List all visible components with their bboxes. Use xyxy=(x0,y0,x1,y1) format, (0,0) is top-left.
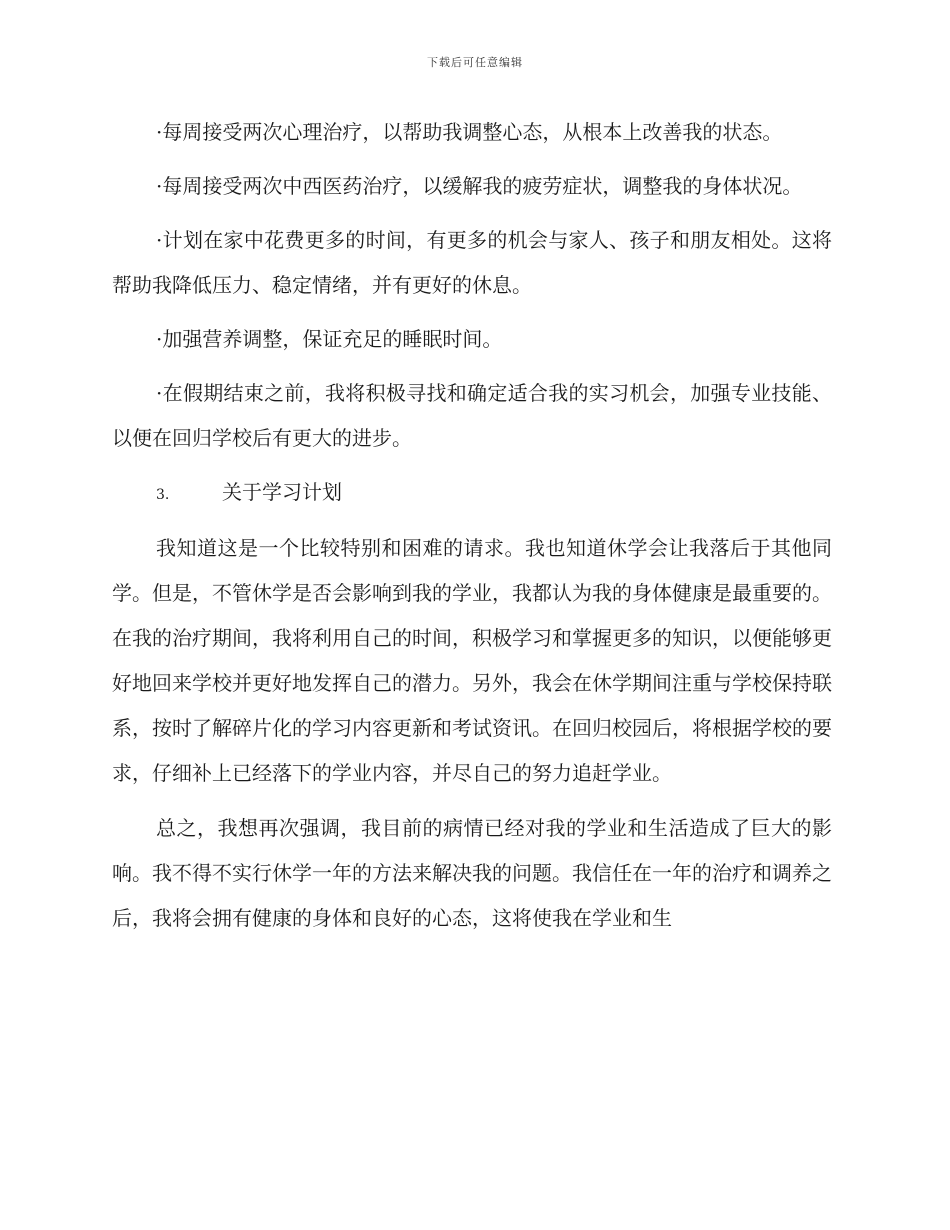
bullet-item: ·在假期结束之前，我将积极寻找和确定适合我的实习机会，加强专业技能、以便在回归学校后有更大的进步。 xyxy=(112,381,832,450)
section-title: 关于学习计划 xyxy=(222,480,342,504)
body-paragraph: 总之，我想再次强调，我目前的病情已经对我的学业和生活造成了巨大的影响。我不得不实行休学一年的方法来解决我的问题。我信任在一年的治疗和调养之后，我将会拥有健康的身体和良好的心态，这将使我在学业和生 xyxy=(112,816,832,930)
header-note: 下载后可任意编辑 xyxy=(427,56,523,69)
bullet-item: ·每周接受两次中西医药治疗，以缓解我的疲劳症状，调整我的身体状况。 xyxy=(156,174,803,198)
bullet-item: ·加强营养调整，保证充足的睡眠时间。 xyxy=(156,327,503,351)
section-heading xyxy=(112,470,832,518)
body-paragraph: 我知道这是一个比较特别和困难的请求。我也知道休学会让我落后于其他同学。但是，不管休学是否会影响到我的学业，我都认为我的身体健康是最重要的。在我的治疗期间，我将利用自己的时间，积极学习和掌握更多的知识，以便能够更好地回来学校并更好地发挥自己的潜力。另外，我会在休学期间注重与学校保持联系，按时了解碎片化的学习内容更新和考试资讯。在回归校园后，将根据学校的要求，仔细补上已经落下的学业内容，并尽自己的努力追赶学业。 xyxy=(112,536,832,785)
section-number: 3. xyxy=(156,487,170,503)
bullet-item: ·每周接受两次心理治疗，以帮助我调整心态，从根本上改善我的状态。 xyxy=(156,120,783,144)
document-body xyxy=(112,110,832,951)
bullet-item: ·计划在家中花费更多的时间，有更多的机会与家人、孩子和朋友相处。这将帮助我降低压力、稳定情绪，并有更好的休息。 xyxy=(112,228,832,297)
